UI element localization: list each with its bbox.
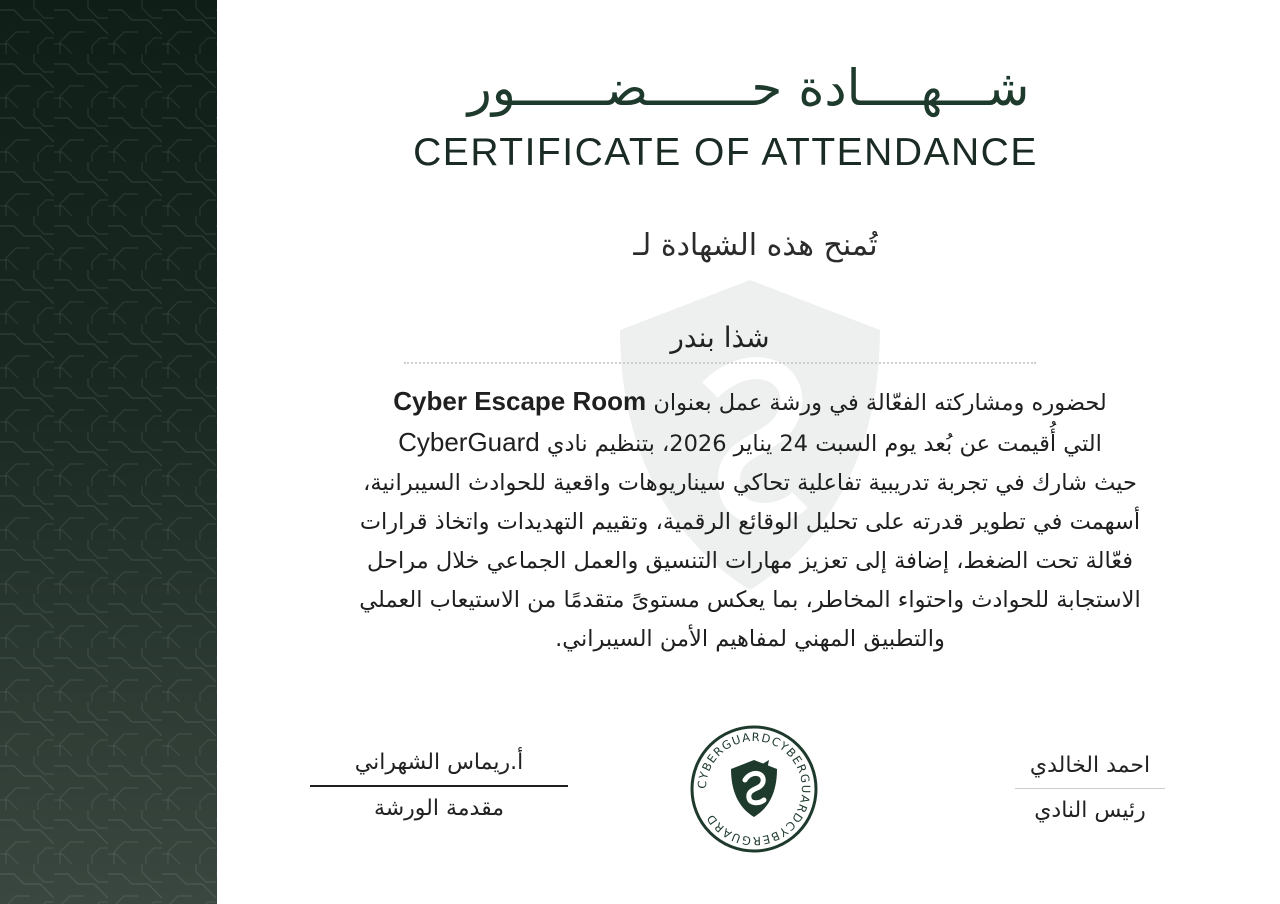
body-line-4: أسهمت في تطوير قدرته على تحليل الوقائع الرقمية، وتقييم التهديدات واتخاذ قرارات [359,509,1141,535]
certificate-body [250,382,1250,659]
body-line-7: والتطبيق المهني لمفاهيم الأمن السيبراني. [555,626,945,652]
body-line-1 [250,382,1250,423]
body-line-1-text: لحضوره ومشاركته الفعّالة في ورشة عمل بعنوان [653,390,1107,416]
granted-to-label: تُمنح هذه الشهادة لـ [633,228,878,263]
president-role: رئيس النادي [1034,798,1146,823]
circuit-pattern-icon [0,0,217,904]
body-line-6: الاستجابة للحوادث واحتواء المخاطر، بما يعكس مستوىً متقدمًا من الاستيعاب العملي [359,587,1141,613]
certificate-title-english: CERTIFICATE OF ATTENDANCE [413,131,1038,174]
club-name: CyberGuard [398,427,540,457]
body-line-2-text: التي أُقيمت عن بُعد يوم السبت 24 يناير 2026، بتنظيم نادي [546,431,1102,457]
president-name: احمد الخالدي [1015,748,1165,789]
workshop-title: Cyber Escape Room [393,386,647,416]
body-line-5: فعّالة تحت الضغط، إضافة إلى تعزيز مهارات التنسيق والعمل الجماعي خلال مراحل [367,548,1133,574]
signature-presenter [310,745,568,829]
body-line-3: حيث شارك في تجربة تدريبية تفاعلية تحاكي سيناريوهات واقعية للحوادث السيبرانية، [363,470,1137,496]
presenter-role: مقدمة الورشة [373,796,505,821]
decorative-side-panel [0,0,217,904]
certificate-title-arabic: شـــهــــادة حـــــــضــــــور [467,59,1030,117]
shield-icon [731,760,777,817]
presenter-name: أ.ريماس الشهراني [310,745,568,787]
body-line-2 [250,423,1250,464]
seal-ring-text: CYBERGUARDCYBERGUARDCYBERGUARD [694,729,814,849]
recipient-name: شذا بندر [404,318,1036,364]
signature-club-president [1015,748,1165,831]
club-seal [689,724,819,854]
